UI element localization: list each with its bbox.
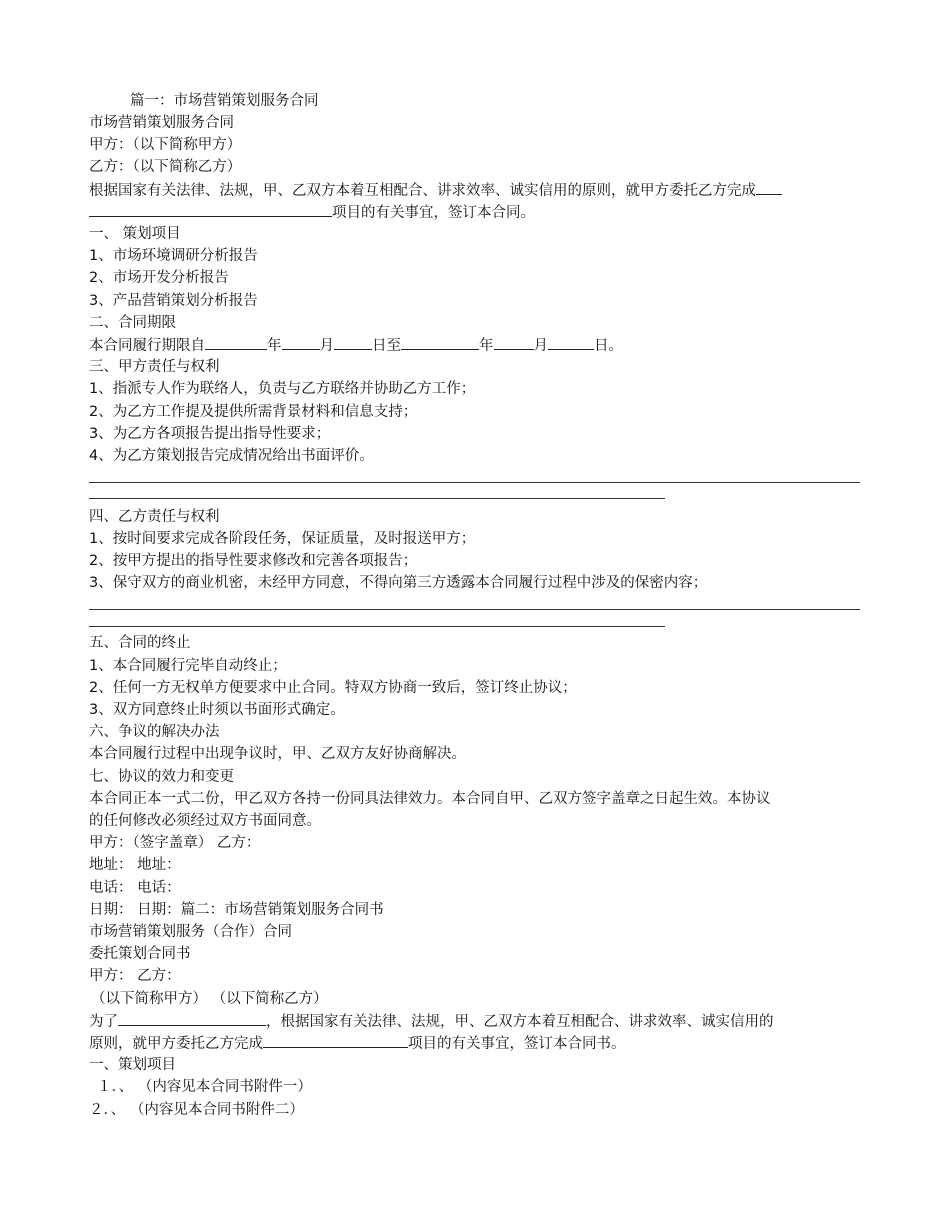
paragraph: 本合同履行过程中出现争议时，甲、乙双方友好协商解决。 — [89, 746, 466, 762]
blank-field — [282, 335, 320, 350]
blank-field — [494, 335, 534, 350]
list-item: 1、市场环境调研分析报告 — [89, 248, 258, 264]
list-item: 2、市场开发分析报告 — [89, 270, 229, 286]
blank-rule — [89, 609, 860, 610]
term-text: 日。 — [594, 338, 623, 354]
list-item: 1、指派专人作为联络人，负责与乙方联络并协助乙方工作； — [89, 381, 476, 397]
list-item: 3、产品营销策划分析报告 — [89, 293, 258, 309]
parties-abbrev-line: （以下简称甲方） （以下简称乙方） — [91, 991, 328, 1007]
party-b-line: 乙方：（以下简称乙方） — [89, 159, 242, 175]
list-item: 1、本合同履行完毕自动终止； — [89, 658, 287, 674]
blank-field — [118, 1011, 266, 1026]
list-item: 4、为乙方策划报告完成情况给出书面评价。 — [89, 448, 374, 464]
section-1-title: 篇一：市场营销策划服务合同 — [130, 93, 319, 109]
heading-party-a-duties: 三、甲方责任与权利 — [89, 359, 220, 375]
heading-party-b-duties: 四、乙方责任与权利 — [89, 509, 220, 525]
blank-field — [756, 180, 782, 195]
preamble-line-2 — [89, 202, 535, 223]
preamble-text: 原则，就甲方委托乙方完成 — [89, 1036, 263, 1052]
paragraph: 的任何修改必须经过双方书面同意。 — [89, 813, 321, 829]
term-text: 年 — [479, 338, 494, 354]
party-a-line: 甲方：（以下简称甲方） — [89, 137, 242, 153]
term-text: 年 — [267, 338, 282, 354]
blank-field — [548, 335, 594, 350]
term-line — [89, 335, 623, 356]
list-item: ２．、 （内容见本合同书附件二） — [89, 1102, 304, 1118]
list-item: 2、任何一方无权单方便要求中止合同。特双方协商一致后，签订终止协议； — [89, 680, 577, 696]
contract-2-title: 市场营销策划服务（合作）合同 — [89, 924, 292, 940]
blank-rule — [89, 498, 665, 499]
term-text: 本合同履行期限自 — [89, 338, 205, 354]
blank-field — [89, 202, 332, 217]
preamble-line-1 — [89, 180, 782, 201]
heading-validity: 七、协议的效力和变更 — [89, 769, 234, 785]
list-item: 3、保守双方的商业机密，未经甲方同意，不得向第三方透露本合同履行过程中涉及的保密内容； — [89, 575, 708, 591]
heading-dispute: 六、争议的解决办法 — [89, 724, 220, 740]
term-text: 月 — [319, 338, 334, 354]
preamble-2-line-2 — [89, 1033, 626, 1054]
preamble-text: 根据国家有关法律、法规，甲、乙双方本着互相配合、讲求效率、诚实信用的原则，就甲方委托乙方完成 — [89, 183, 756, 199]
blank-rule — [89, 626, 665, 627]
address-line: 地址： 地址： — [89, 857, 181, 873]
parties-line: 甲方： 乙方： — [89, 968, 181, 984]
list-item: 2、按甲方提出的指导性要求修改和完善各项报告； — [89, 553, 418, 569]
list-item: 2、为乙方工作提及提供所需背景材料和信息支持； — [89, 404, 418, 420]
preamble-text: 项目的有关事宜，签订本合同。 — [332, 205, 535, 221]
heading-contract-term: 二、合同期限 — [89, 315, 176, 331]
preamble-text: ，根据国家有关法律、法规，甲、乙双方本着互相配合、讲求效率、诚实信用的 — [266, 1014, 774, 1030]
list-item: 3、双方同意终止时须以书面形式确定。 — [89, 702, 345, 718]
preamble-text: 为了 — [89, 1014, 118, 1030]
list-item: 3、为乙方各项报告提出指导性要求； — [89, 426, 331, 442]
list-item: １．、 （内容见本合同书附件一） — [97, 1079, 312, 1095]
date-line: 日期： 日期：篇二：市场营销策划服务合同书 — [89, 902, 384, 918]
term-text: 日至 — [372, 338, 401, 354]
term-text: 月 — [533, 338, 548, 354]
heading-planning-items-2: 一、策划项目 — [89, 1057, 176, 1073]
blank-field — [401, 335, 479, 350]
paragraph: 本合同正本一式二份，甲乙双方各持一份同具法律效力。本合同自甲、乙双方签字盖章之日起生效。本协议 — [89, 791, 771, 807]
heading-termination: 五、合同的终止 — [89, 635, 191, 651]
preamble-text: 项目的有关事宜，签订本合同书。 — [408, 1036, 626, 1052]
blank-field — [205, 335, 267, 350]
phone-line: 电话： 电话： — [89, 880, 181, 896]
list-item: 1、按时间要求完成各阶段任务，保证质量，及时报送甲方； — [89, 531, 476, 547]
contract-title: 市场营销策划服务合同 — [89, 115, 234, 131]
signature-line: 甲方：（签字盖章） 乙方： — [89, 835, 261, 851]
preamble-2-line-1 — [89, 1011, 774, 1032]
contract-2-subtitle: 委托策划合同书 — [89, 946, 191, 962]
blank-rule — [89, 482, 860, 483]
blank-field — [263, 1033, 408, 1048]
blank-field — [334, 335, 372, 350]
heading-planning-items: 一、 策划项目 — [89, 226, 181, 242]
